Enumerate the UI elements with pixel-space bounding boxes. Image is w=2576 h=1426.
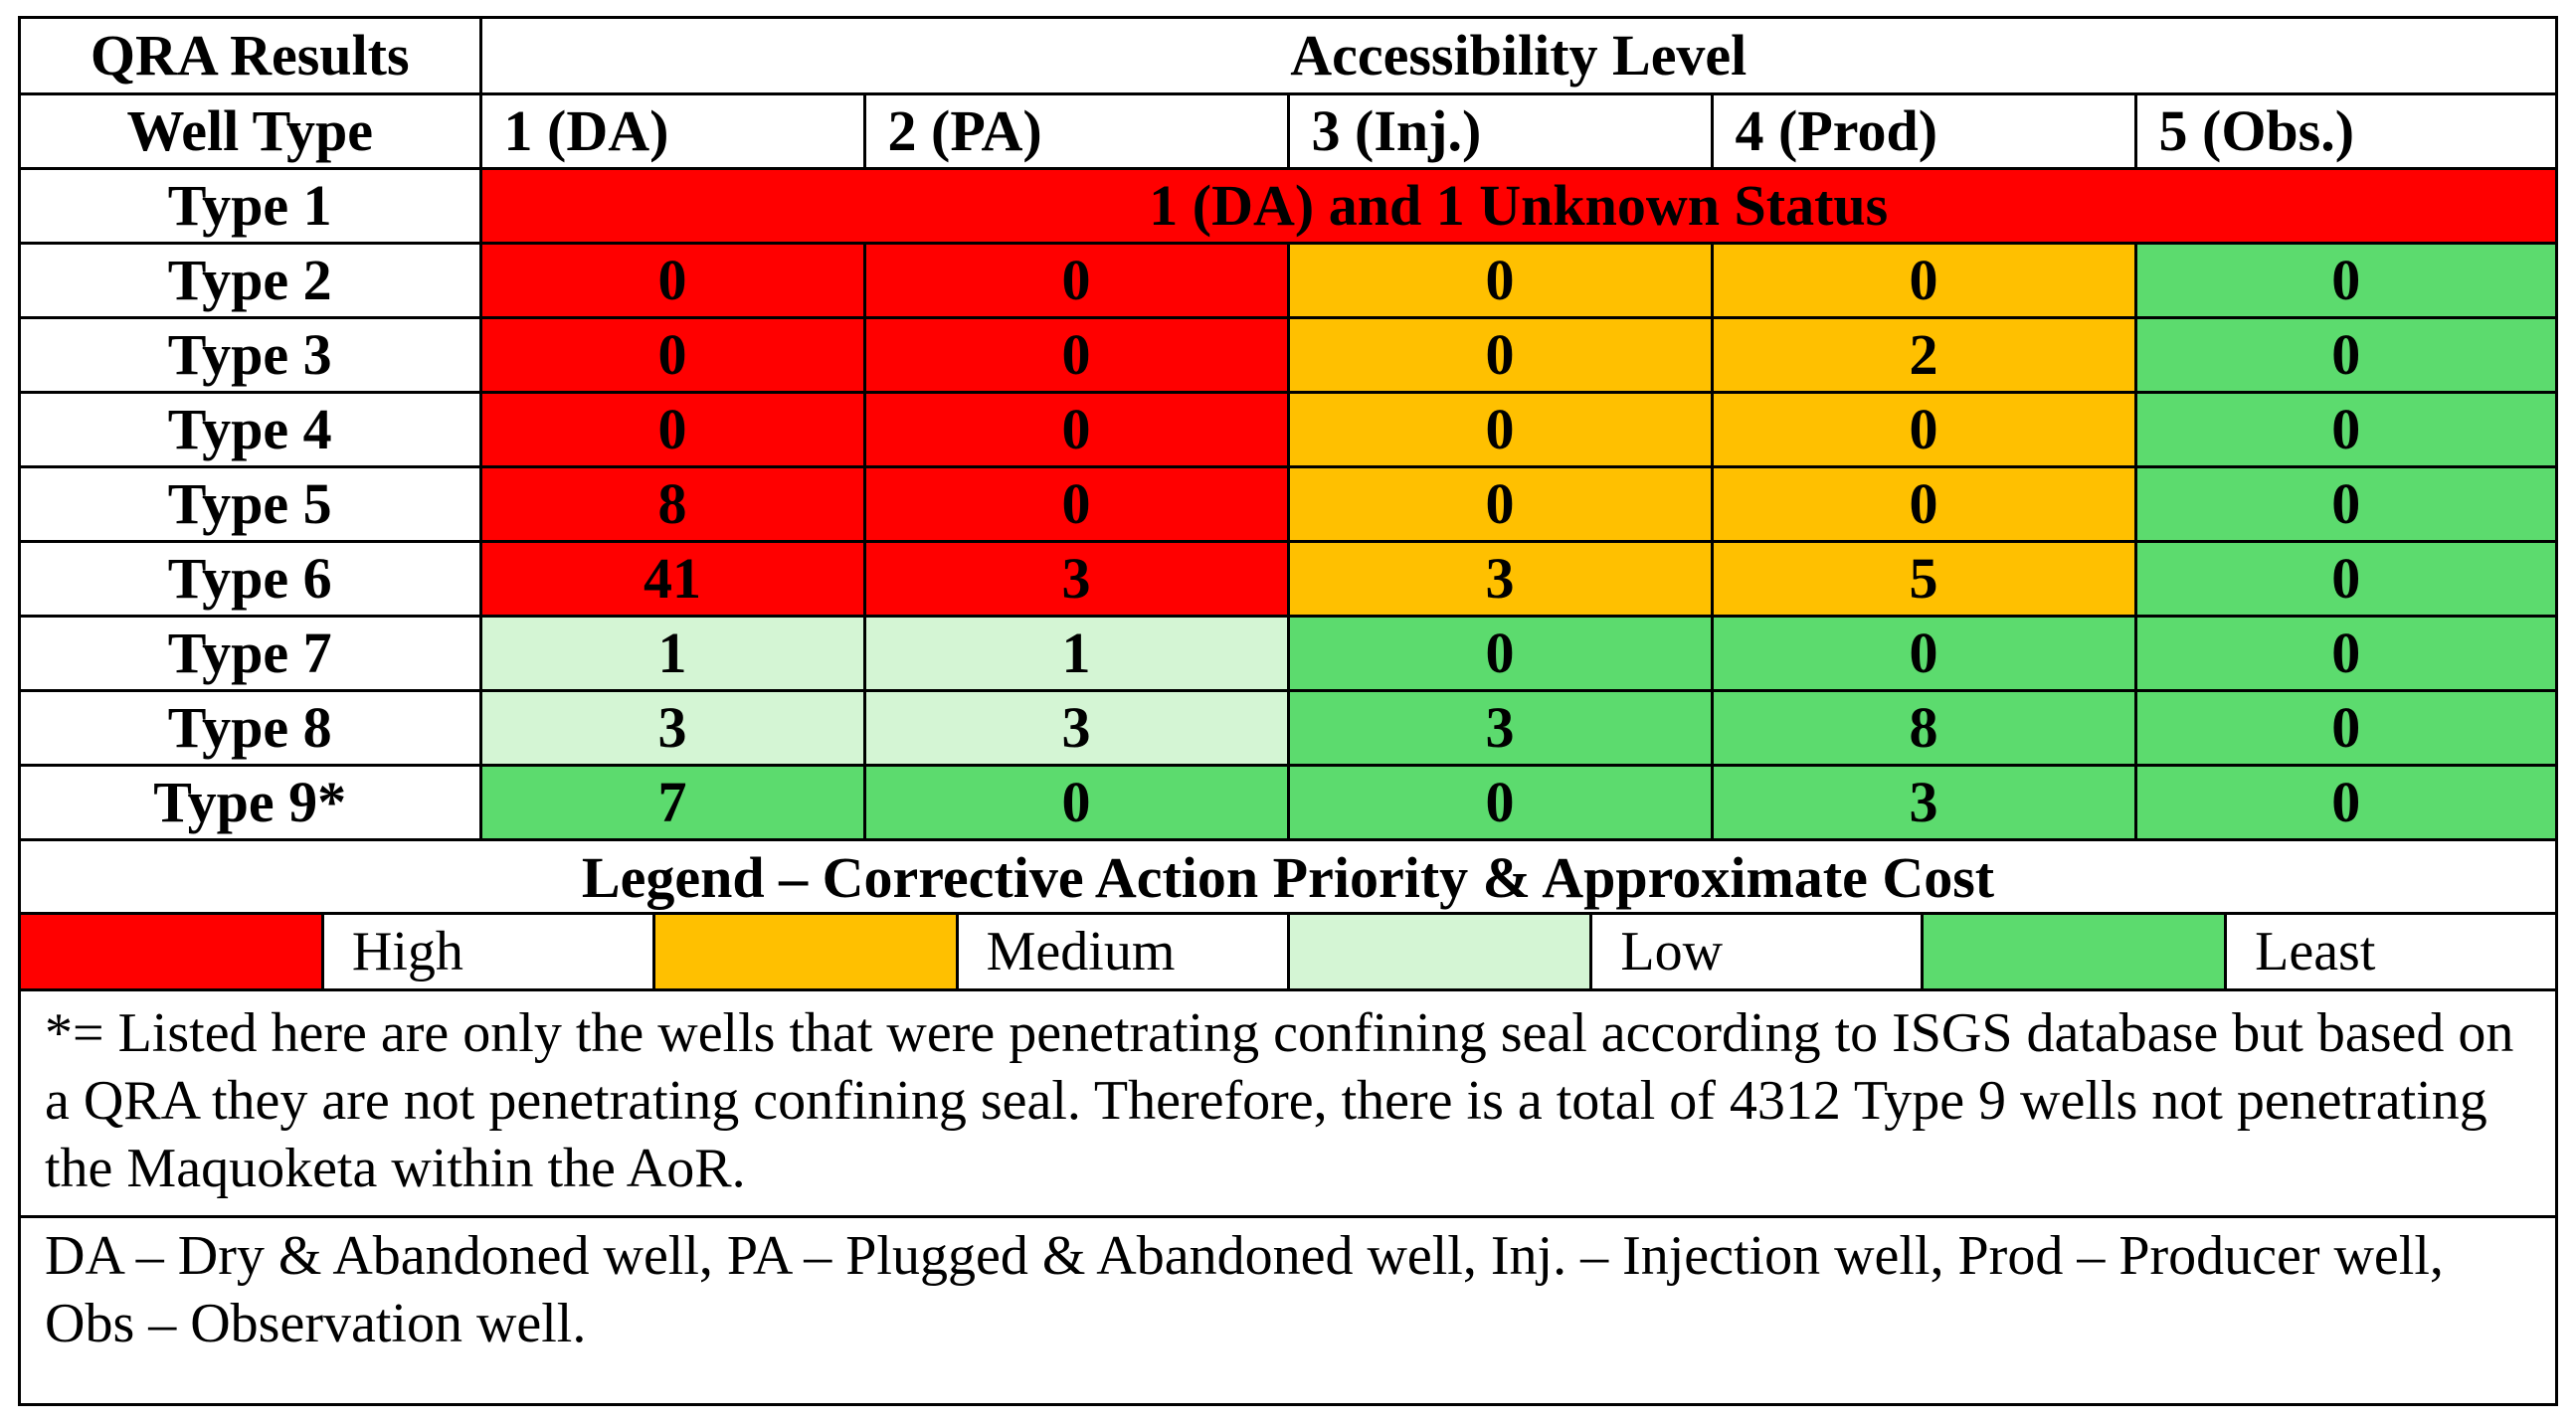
table-cell: 8 xyxy=(480,466,864,541)
legend-swatch-low xyxy=(1290,915,1593,988)
header-row-2 xyxy=(21,93,2555,168)
table-cell: 1 xyxy=(480,616,864,690)
qra-results-header: QRA Results xyxy=(21,19,480,93)
table-row xyxy=(21,466,2555,541)
well-type-header: Well Type xyxy=(21,93,480,168)
table-cell: 0 xyxy=(1712,243,2135,317)
row-label: Type 7 xyxy=(21,616,480,690)
row-label: Type 8 xyxy=(21,690,480,765)
table-cell: 0 xyxy=(864,243,1288,317)
table-row xyxy=(21,392,2555,466)
qra-results-table xyxy=(21,19,2555,841)
table-cell: 0 xyxy=(480,243,864,317)
table-cell: 0 xyxy=(2135,690,2555,765)
table-cell: 0 xyxy=(2135,243,2555,317)
legend-row xyxy=(21,915,2555,991)
table-cell: 0 xyxy=(864,765,1288,839)
accessibility-level-header: Accessibility Level xyxy=(480,19,2555,93)
abbreviations-note: DA – Dry & Abandoned well, PA – Plugged & Abandoned well, Inj. – Injection well, Prod – Producer well, Obs – Observation well. xyxy=(45,1224,2444,1354)
table-cell: 3 xyxy=(864,690,1288,765)
table-row xyxy=(21,765,2555,839)
table-row xyxy=(21,541,2555,616)
table-cell: 0 xyxy=(480,317,864,392)
legend-label-low: Low xyxy=(1592,915,1924,988)
legend-title: Legend – Corrective Action Priority & Approximate Cost xyxy=(21,841,2555,915)
row-label: Type 5 xyxy=(21,466,480,541)
table-cell: 0 xyxy=(1288,466,1712,541)
table-cell: 0 xyxy=(2135,392,2555,466)
row-label: Type 2 xyxy=(21,243,480,317)
column-header-da: 1 (DA) xyxy=(480,93,864,168)
legend-swatch-high xyxy=(21,915,324,988)
table-cell: 0 xyxy=(864,392,1288,466)
table-cell: 0 xyxy=(1712,616,2135,690)
table-cell: 2 xyxy=(1712,317,2135,392)
column-header-obs: 5 (Obs.) xyxy=(2135,93,2555,168)
table-cell: 0 xyxy=(1288,317,1712,392)
data-rows xyxy=(21,243,2555,839)
table-cell: 3 xyxy=(864,541,1288,616)
table-cell: 0 xyxy=(2135,317,2555,392)
legend-label-medium: Medium xyxy=(959,915,1290,988)
table-cell: 0 xyxy=(1288,616,1712,690)
legend-label-high: High xyxy=(324,915,655,988)
table-cell: 0 xyxy=(1288,243,1712,317)
table-row xyxy=(21,616,2555,690)
table-cell: 0 xyxy=(2135,466,2555,541)
column-header-inj: 3 (Inj.) xyxy=(1288,93,1712,168)
row-label: Type 9* xyxy=(21,765,480,839)
table-row-type1 xyxy=(21,168,2555,243)
table-cell: 0 xyxy=(864,317,1288,392)
column-header-pa: 2 (PA) xyxy=(864,93,1288,168)
row-label: Type 3 xyxy=(21,317,480,392)
table-cell: 0 xyxy=(864,466,1288,541)
table-cell: 8 xyxy=(1712,690,2135,765)
table-cell: 3 xyxy=(1288,541,1712,616)
legend-swatch-medium xyxy=(655,915,959,988)
table-cell: 41 xyxy=(480,541,864,616)
table-cell: 0 xyxy=(1712,392,2135,466)
legend-swatch-least xyxy=(1924,915,2227,988)
row-label: Type 1 xyxy=(21,168,480,243)
row-label: Type 6 xyxy=(21,541,480,616)
table-cell: 0 xyxy=(1712,466,2135,541)
table-row xyxy=(21,690,2555,765)
table-cell: 0 xyxy=(2135,616,2555,690)
table-cell: 0 xyxy=(2135,541,2555,616)
table-row xyxy=(21,317,2555,392)
footnote: *= Listed here are only the wells that were penetrating confining seal according to ISGS database but based on a QRA they are not penetrating confining seal. Therefore, there is a total of 4312 Type 9 wells not penetrating the Maquoketa within the AoR. xyxy=(21,991,2555,1218)
table-cell: 3 xyxy=(1712,765,2135,839)
header-row-1 xyxy=(21,19,2555,93)
table-cell: 0 xyxy=(2135,765,2555,839)
table-cell: 0 xyxy=(480,392,864,466)
qra-results-table-frame xyxy=(18,16,2558,1406)
table-cell: 0 xyxy=(1288,765,1712,839)
table-cell: 1 xyxy=(864,616,1288,690)
table-row xyxy=(21,243,2555,317)
table-cell: 0 xyxy=(1288,392,1712,466)
legend-label-least: Least xyxy=(2255,920,2376,982)
table-cell: 5 xyxy=(1712,541,2135,616)
type1-merged-cell: 1 (DA) and 1 Unknown Status xyxy=(480,168,2555,243)
row-label: Type 4 xyxy=(21,392,480,466)
table-cell: 7 xyxy=(480,765,864,839)
table-cell: 3 xyxy=(1288,690,1712,765)
table-cell: 3 xyxy=(480,690,864,765)
column-header-prod: 4 (Prod) xyxy=(1712,93,2135,168)
